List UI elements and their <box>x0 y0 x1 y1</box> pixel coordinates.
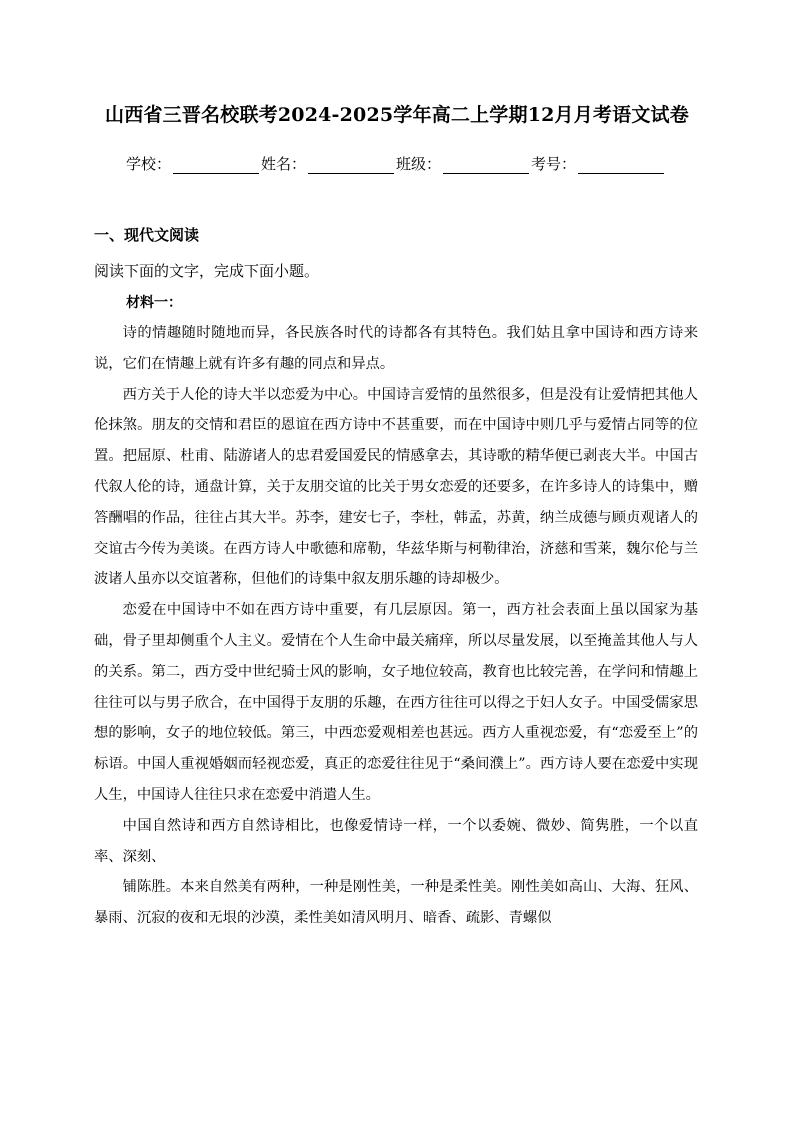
passage-paragraph: 西方关于人伦的诗大半以恋爱为中心。中国诗言爱情的虽然很多，但是没有让爱情把其他人伦抹煞。朋友的交情和君臣的恩谊在西方诗中不甚重要，而在中国诗中则几乎与爱情占同等的位置。把屈原、杜甫、陆游诸人的忠君爱国爱民的情感拿去，其诗歌的精华便已剥丧大半。中国古代叙人伦的诗，通盘计算，关于友朋交谊的比关于男女恋爱的还要多，在许多诗人的诗集中，赠答酬唱的作品，往往占其大半。苏李，建安七子，李杜，韩孟，苏黄，纳兰成德与顾贞观诸人的交谊古今传为美谈。在西方诗人中歌德和席勒，华兹华斯与柯勒律治，济慈和雪莱，魏尔伦与兰波诸人虽亦以交谊著称，但他们的诗集中叙友朋乐趣的诗却极少。 <box>94 386 698 588</box>
class-label: 班级： <box>396 155 442 173</box>
reading-instruction: 阅读下面的文字，完成下面小题。 <box>94 262 320 280</box>
passage-paragraph: 恋爱在中国诗中不如在西方诗中重要，有几层原因。第一，西方社会表面上虽以国家为基础，骨子里却侧重个人主义。爱情在个人生命中最关痛痒，所以尽量发展，以至掩盖其他人与人的关系。第二，西方受中世纪骑士风的影响，女子地位较高，教育也比较完善，在学问和情趣上往往可以与男子欣合，在中国得于友朋的乐趣，在西方往往可以得之于妇人女子。中国受儒家思想的影响，女子的地位较低。第三，中西恋爱观相差也甚远。西方人重视恋爱，有“恋爱至上”的标语。中国人重视婚姻而轻视恋爱，真正的恋爱往往见于“桑间濮上”。西方诗人要在恋爱中实现人生，中国诗人往往只求在恋爱中消遣人生。 <box>94 602 698 803</box>
school-label: 学校： <box>126 155 172 173</box>
exam-number-label: 考号： <box>531 155 577 173</box>
passage-paragraph: 铺陈胜。本来自然美有两种，一种是刚性美，一种是柔性美。刚性美如高山、大海、狂风、暴雨、沉寂的夜和无垠的沙漠，柔性美如清风明月、暗香、疏影、青螺似 <box>94 879 698 927</box>
school-blank <box>173 157 259 174</box>
name-blank <box>308 157 394 174</box>
passage-paragraph: 诗的情趣随时随地而异，各民族各时代的诗都各有其特色。我们姑且拿中国诗和西方诗来说，它们在情趣上就有许多有趣的同点和异点。 <box>94 325 698 372</box>
name-field <box>261 153 394 174</box>
student-info-row <box>126 153 686 174</box>
name-label: 姓名： <box>261 155 307 173</box>
section-heading: 一、现代文阅读 <box>94 226 200 244</box>
material-label: 材料一： <box>126 295 182 311</box>
class-blank <box>443 157 529 174</box>
passage-body <box>94 318 698 934</box>
school-field <box>126 153 259 174</box>
class-field <box>396 153 529 174</box>
exam-title: 山西省三晋名校联考2024-2025学年高二上学期12月月考语文试卷 <box>105 104 689 126</box>
exam-number-field <box>531 153 664 174</box>
passage-paragraph: 中国自然诗和西方自然诗相比，也像爱情诗一样，一个以委婉、微妙、简隽胜，一个以直率、深刻、 <box>94 817 698 865</box>
exam-number-blank <box>578 157 664 174</box>
